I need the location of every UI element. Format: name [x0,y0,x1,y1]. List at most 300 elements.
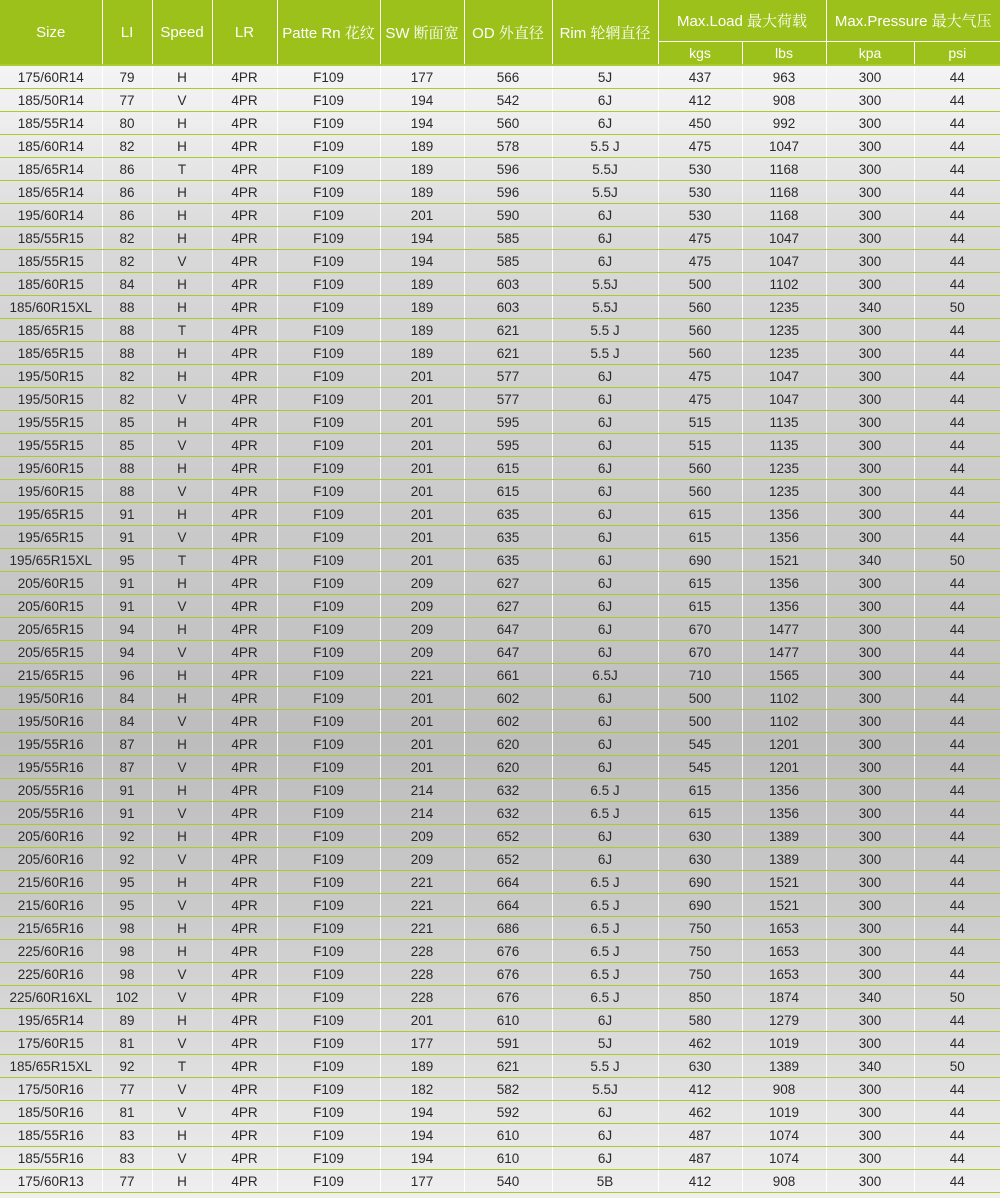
cell-load-range: 4PR [212,1101,277,1124]
table-row [0,986,1000,1009]
cell-load-kgs: 475 [658,135,742,158]
cell-load-kgs: 500 [658,710,742,733]
cell-load-kgs: 560 [658,319,742,342]
cell-load-lbs: 1168 [742,181,826,204]
cell-load-index: 82 [102,250,152,273]
cell-overall-diameter: 664 [464,894,552,917]
cell-size: 195/65R14 [0,1009,102,1032]
table-row [0,1124,1000,1147]
table-row [0,1101,1000,1124]
cell-size: 195/55R16 [0,756,102,779]
cell-load-kgs: 580 [658,1009,742,1032]
table-row [0,871,1000,894]
cell-overall-diameter: 602 [464,710,552,733]
cell-overall-diameter: 661 [464,664,552,687]
cell-load-range: 4PR [212,526,277,549]
cell-load-kgs: 500 [658,687,742,710]
cell-load-range: 4PR [212,1055,277,1078]
cell-size: 195/55R15 [0,411,102,434]
cell-pressure-psi: 44 [914,457,1000,480]
cell-load-kgs: 615 [658,526,742,549]
cell-pressure-psi: 44 [914,664,1000,687]
cell-section-width: 177 [380,1032,464,1055]
cell-pressure-kpa: 300 [826,894,914,917]
cell-section-width: 221 [380,871,464,894]
cell-load-lbs: 1047 [742,227,826,250]
table-header [0,0,1000,65]
cell-pattern: F109 [277,733,380,756]
cell-pressure-psi: 44 [914,733,1000,756]
cell-size: 185/55R15 [0,227,102,250]
cell-speed: V [152,434,212,457]
cell-pressure-psi: 44 [914,227,1000,250]
cell-pressure-psi: 44 [914,342,1000,365]
cell-speed: V [152,963,212,986]
cell-speed: H [152,940,212,963]
header-size: Size [0,0,102,65]
cell-pressure-kpa: 300 [826,1147,914,1170]
cell-load-lbs: 1102 [742,710,826,733]
cell-overall-diameter: 621 [464,342,552,365]
cell-load-lbs: 1102 [742,273,826,296]
cell-load-index: 85 [102,411,152,434]
cell-pattern: F109 [277,365,380,388]
cell-load-kgs: 530 [658,204,742,227]
cell-speed: V [152,756,212,779]
cell-load-kgs: 450 [658,112,742,135]
cell-speed: V [152,480,212,503]
cell-load-kgs: 690 [658,549,742,572]
table-row [0,65,1000,89]
cell-pattern: F109 [277,227,380,250]
cell-rim: 5.5 J [552,342,658,365]
cell-load-kgs: 850 [658,986,742,1009]
cell-speed: V [152,894,212,917]
table-row [0,917,1000,940]
cell-rim: 6J [552,618,658,641]
cell-speed: V [152,595,212,618]
cell-pressure-psi: 44 [914,871,1000,894]
cell-speed: V [152,1147,212,1170]
cell-section-width: 209 [380,572,464,595]
cell-load-range: 4PR [212,388,277,411]
cell-pressure-kpa: 300 [826,1124,914,1147]
cell-load-lbs: 1653 [742,963,826,986]
cell-section-width: 194 [380,1101,464,1124]
cell-rim: 6J [552,526,658,549]
cell-size: 195/50R15 [0,388,102,411]
cell-speed: H [152,572,212,595]
cell-size: 195/60R15 [0,480,102,503]
cell-size: 175/50R16 [0,1078,102,1101]
cell-section-width: 189 [380,296,464,319]
cell-pattern: F109 [277,825,380,848]
cell-size: 225/60R16 [0,940,102,963]
cell-speed: V [152,710,212,733]
cell-overall-diameter: 540 [464,1170,552,1193]
cell-overall-diameter: 603 [464,296,552,319]
cell-load-kgs: 437 [658,65,742,89]
cell-section-width: 209 [380,641,464,664]
table-row [0,250,1000,273]
cell-rim: 6J [552,89,658,112]
cell-load-index: 88 [102,296,152,319]
cell-pressure-psi: 44 [914,526,1000,549]
table-row [0,273,1000,296]
cell-load-range: 4PR [212,411,277,434]
cell-pressure-kpa: 300 [826,319,914,342]
cell-speed: V [152,986,212,1009]
cell-rim: 5.5 J [552,135,658,158]
table-body [0,65,1000,1193]
cell-load-lbs: 1074 [742,1124,826,1147]
cell-load-lbs: 1102 [742,687,826,710]
cell-rim: 6.5 J [552,871,658,894]
cell-load-range: 4PR [212,480,277,503]
cell-size: 185/65R14 [0,181,102,204]
cell-pattern: F109 [277,917,380,940]
table-row [0,365,1000,388]
header-speed: Speed [152,0,212,65]
cell-section-width: 221 [380,664,464,687]
cell-pressure-kpa: 300 [826,342,914,365]
table-row [0,963,1000,986]
cell-section-width: 201 [380,687,464,710]
cell-size: 205/55R16 [0,779,102,802]
cell-section-width: 201 [380,1009,464,1032]
cell-load-lbs: 1389 [742,825,826,848]
cell-load-index: 82 [102,135,152,158]
cell-speed: H [152,273,212,296]
header-overall-diameter: OD 外直径 [464,0,552,65]
cell-load-lbs: 1477 [742,618,826,641]
cell-pressure-psi: 44 [914,365,1000,388]
cell-pressure-kpa: 340 [826,549,914,572]
cell-load-range: 4PR [212,1147,277,1170]
cell-pressure-psi: 44 [914,917,1000,940]
cell-pressure-psi: 44 [914,710,1000,733]
cell-pattern: F109 [277,1055,380,1078]
cell-rim: 5B [552,1170,658,1193]
cell-pattern: F109 [277,549,380,572]
cell-overall-diameter: 610 [464,1147,552,1170]
cell-pressure-psi: 44 [914,1032,1000,1055]
cell-pressure-kpa: 300 [826,65,914,89]
cell-speed: H [152,342,212,365]
cell-size: 205/60R15 [0,595,102,618]
cell-overall-diameter: 585 [464,250,552,273]
cell-section-width: 201 [380,549,464,572]
cell-size: 185/55R14 [0,112,102,135]
header-section-width: SW 断面宽 [380,0,464,65]
cell-section-width: 201 [380,503,464,526]
cell-section-width: 228 [380,963,464,986]
cell-pressure-kpa: 300 [826,457,914,480]
cell-pattern: F109 [277,457,380,480]
cell-load-index: 92 [102,1055,152,1078]
cell-size: 185/55R16 [0,1124,102,1147]
cell-load-kgs: 545 [658,733,742,756]
cell-load-lbs: 1168 [742,158,826,181]
table-row [0,319,1000,342]
cell-load-lbs: 1019 [742,1032,826,1055]
cell-pattern: F109 [277,641,380,664]
cell-speed: V [152,1032,212,1055]
cell-pressure-psi: 44 [914,112,1000,135]
cell-section-width: 189 [380,158,464,181]
cell-pressure-kpa: 300 [826,1170,914,1193]
cell-pressure-kpa: 300 [826,434,914,457]
cell-load-lbs: 1235 [742,480,826,503]
cell-load-index: 91 [102,779,152,802]
cell-pressure-kpa: 300 [826,641,914,664]
cell-size: 205/55R16 [0,802,102,825]
cell-size: 205/60R15 [0,572,102,595]
cell-load-range: 4PR [212,135,277,158]
cell-pressure-psi: 44 [914,65,1000,89]
cell-rim: 6.5 J [552,986,658,1009]
cell-section-width: 209 [380,848,464,871]
cell-load-kgs: 487 [658,1147,742,1170]
header-kgs: kgs [658,42,742,66]
cell-rim: 6J [552,388,658,411]
cell-load-lbs: 908 [742,1170,826,1193]
cell-size: 185/50R14 [0,89,102,112]
cell-speed: H [152,296,212,319]
cell-pressure-kpa: 300 [826,204,914,227]
cell-pressure-kpa: 300 [826,388,914,411]
cell-section-width: 177 [380,1170,464,1193]
cell-pattern: F109 [277,319,380,342]
cell-load-kgs: 412 [658,1170,742,1193]
cell-load-range: 4PR [212,986,277,1009]
cell-section-width: 201 [380,204,464,227]
cell-pressure-psi: 44 [914,181,1000,204]
cell-load-range: 4PR [212,871,277,894]
cell-load-lbs: 1235 [742,457,826,480]
cell-speed: V [152,1078,212,1101]
cell-overall-diameter: 596 [464,181,552,204]
cell-load-index: 96 [102,664,152,687]
cell-speed: H [152,181,212,204]
cell-load-index: 82 [102,365,152,388]
cell-pressure-kpa: 300 [826,1009,914,1032]
table-row [0,1078,1000,1101]
cell-load-index: 80 [102,112,152,135]
cell-pressure-psi: 44 [914,89,1000,112]
cell-size: 225/60R16XL [0,986,102,1009]
cell-load-lbs: 1168 [742,204,826,227]
cell-overall-diameter: 676 [464,986,552,1009]
cell-size: 175/60R13 [0,1170,102,1193]
cell-pattern: F109 [277,250,380,273]
cell-rim: 5.5J [552,296,658,319]
cell-pattern: F109 [277,940,380,963]
cell-pressure-kpa: 300 [826,848,914,871]
cell-load-kgs: 487 [658,1124,742,1147]
cell-overall-diameter: 635 [464,526,552,549]
cell-load-range: 4PR [212,963,277,986]
cell-overall-diameter: 578 [464,135,552,158]
cell-size: 225/60R16 [0,963,102,986]
cell-rim: 6J [552,687,658,710]
cell-pattern: F109 [277,664,380,687]
cell-pressure-psi: 50 [914,986,1000,1009]
cell-load-index: 84 [102,710,152,733]
cell-load-range: 4PR [212,940,277,963]
cell-rim: 6J [552,1124,658,1147]
cell-load-range: 4PR [212,158,277,181]
cell-rim: 6J [552,756,658,779]
cell-rim: 6J [552,480,658,503]
cell-load-kgs: 615 [658,572,742,595]
cell-load-lbs: 992 [742,112,826,135]
cell-pressure-psi: 44 [914,1147,1000,1170]
cell-rim: 6J [552,641,658,664]
cell-load-index: 77 [102,89,152,112]
cell-speed: H [152,365,212,388]
table-row [0,434,1000,457]
cell-rim: 6.5 J [552,963,658,986]
cell-size: 185/60R15XL [0,296,102,319]
cell-overall-diameter: 620 [464,756,552,779]
cell-pattern: F109 [277,388,380,411]
cell-rim: 6J [552,250,658,273]
cell-pressure-kpa: 300 [826,1032,914,1055]
cell-load-range: 4PR [212,1170,277,1193]
cell-load-range: 4PR [212,687,277,710]
cell-section-width: 201 [380,457,464,480]
cell-pattern: F109 [277,411,380,434]
cell-pressure-kpa: 300 [826,503,914,526]
cell-pressure-kpa: 340 [826,1055,914,1078]
cell-overall-diameter: 542 [464,89,552,112]
cell-load-lbs: 1521 [742,871,826,894]
cell-speed: T [152,158,212,181]
cell-pressure-kpa: 300 [826,1078,914,1101]
cell-load-index: 86 [102,181,152,204]
cell-pressure-psi: 44 [914,158,1000,181]
cell-rim: 6J [552,549,658,572]
cell-overall-diameter: 676 [464,940,552,963]
cell-load-index: 95 [102,549,152,572]
cell-load-kgs: 475 [658,388,742,411]
cell-load-kgs: 500 [658,273,742,296]
cell-rim: 6J [552,1147,658,1170]
cell-overall-diameter: 647 [464,641,552,664]
table-row [0,641,1000,664]
cell-overall-diameter: 676 [464,963,552,986]
cell-rim: 5.5 J [552,319,658,342]
cell-pressure-kpa: 300 [826,135,914,158]
table-row [0,526,1000,549]
cell-speed: H [152,457,212,480]
cell-pressure-kpa: 300 [826,227,914,250]
cell-pressure-psi: 50 [914,549,1000,572]
cell-pressure-kpa: 300 [826,181,914,204]
cell-rim: 6.5 J [552,802,658,825]
cell-pressure-kpa: 300 [826,250,914,273]
cell-load-range: 4PR [212,894,277,917]
cell-pressure-kpa: 300 [826,802,914,825]
cell-load-range: 4PR [212,89,277,112]
cell-pressure-psi: 44 [914,687,1000,710]
cell-load-lbs: 1477 [742,641,826,664]
table-row [0,342,1000,365]
cell-load-range: 4PR [212,917,277,940]
cell-load-index: 88 [102,480,152,503]
cell-load-lbs: 1521 [742,549,826,572]
cell-size: 195/65R15 [0,503,102,526]
cell-pattern: F109 [277,1170,380,1193]
cell-load-index: 94 [102,618,152,641]
cell-pressure-kpa: 300 [826,572,914,595]
cell-load-range: 4PR [212,1032,277,1055]
table-row [0,296,1000,319]
cell-pressure-kpa: 300 [826,365,914,388]
cell-load-range: 4PR [212,572,277,595]
cell-load-kgs: 560 [658,457,742,480]
cell-rim: 6J [552,572,658,595]
cell-speed: T [152,1055,212,1078]
cell-speed: H [152,664,212,687]
cell-load-kgs: 615 [658,503,742,526]
cell-section-width: 189 [380,319,464,342]
cell-load-range: 4PR [212,664,277,687]
table-row [0,848,1000,871]
cell-load-lbs: 1279 [742,1009,826,1032]
cell-rim: 6J [552,411,658,434]
cell-load-range: 4PR [212,1009,277,1032]
cell-pattern: F109 [277,89,380,112]
cell-pressure-psi: 44 [914,595,1000,618]
cell-load-index: 94 [102,641,152,664]
cell-rim: 5J [552,1032,658,1055]
cell-rim: 6.5 J [552,779,658,802]
cell-speed: H [152,503,212,526]
cell-load-kgs: 560 [658,296,742,319]
cell-rim: 6J [552,825,658,848]
cell-load-lbs: 1201 [742,756,826,779]
cell-size: 195/50R15 [0,365,102,388]
cell-size: 205/60R16 [0,825,102,848]
cell-load-lbs: 908 [742,89,826,112]
cell-speed: V [152,641,212,664]
cell-load-range: 4PR [212,365,277,388]
cell-load-lbs: 1565 [742,664,826,687]
cell-load-lbs: 1235 [742,319,826,342]
cell-load-range: 4PR [212,549,277,572]
table-row [0,779,1000,802]
cell-section-width: 201 [380,756,464,779]
cell-load-kgs: 630 [658,848,742,871]
cell-load-lbs: 1389 [742,1055,826,1078]
cell-pattern: F109 [277,503,380,526]
cell-pressure-kpa: 300 [826,89,914,112]
cell-rim: 6J [552,112,658,135]
cell-overall-diameter: 635 [464,503,552,526]
cell-pressure-psi: 44 [914,434,1000,457]
table-row [0,227,1000,250]
cell-load-kgs: 515 [658,411,742,434]
cell-size: 195/55R15 [0,434,102,457]
cell-load-index: 92 [102,825,152,848]
cell-speed: H [152,618,212,641]
cell-size: 185/50R16 [0,1101,102,1124]
cell-load-index: 91 [102,595,152,618]
cell-pattern: F109 [277,848,380,871]
cell-size: 195/60R14 [0,204,102,227]
